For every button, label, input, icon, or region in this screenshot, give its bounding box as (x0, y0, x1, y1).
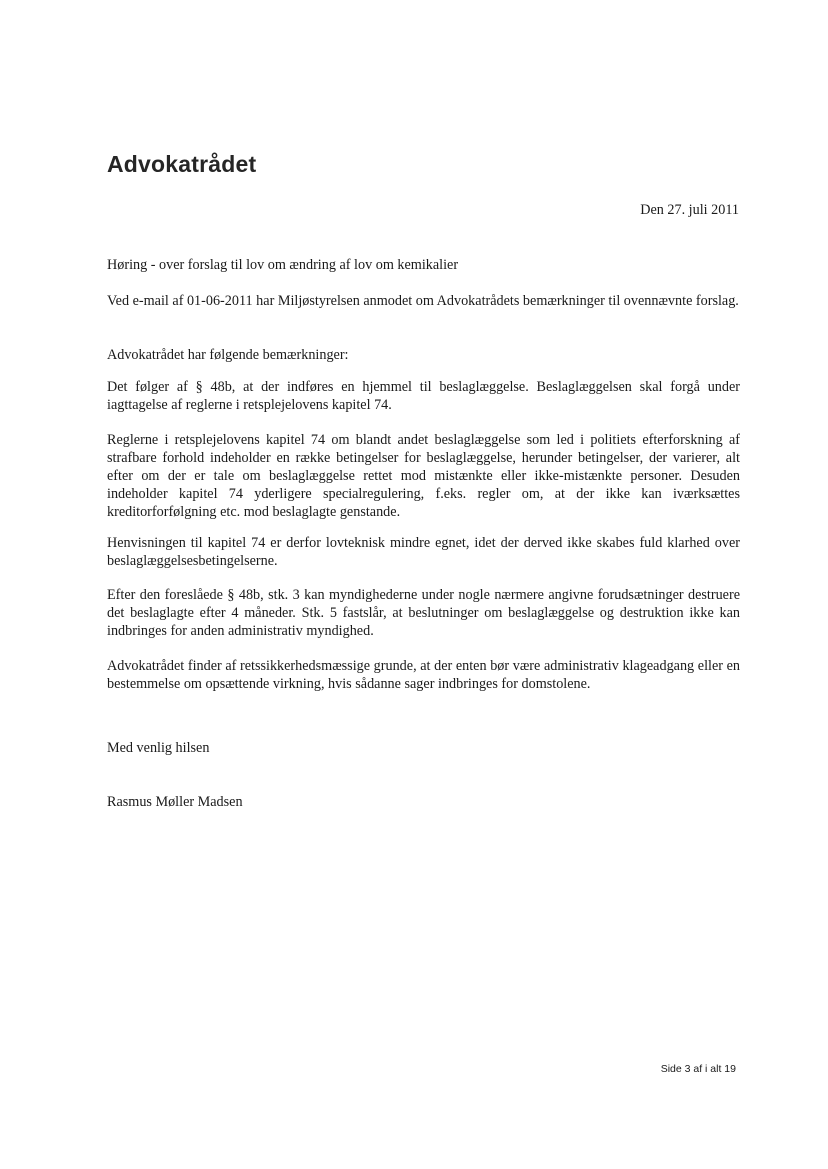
paragraph-legal-certainty: Advokatrådet finder af retssikkerhedsmæssige grunde, at der enten bør være administrativ klageadgang eller en bestemmelse om opsættende virkning, hvis sådanne sager indbringes for domstolene. (107, 658, 740, 692)
signatory-name: Rasmus Møller Madsen (107, 794, 243, 810)
paragraph-email-request: Ved e-mail af 01-06-2011 har Miljøstyrelsen anmodet om Advokatrådets bemærkninger til ovennævnte forslag. (107, 293, 739, 309)
paragraph-section-48b: Det følger af § 48b, at der indføres en hjemmel til beslaglæggelse. Beslaglæggelsen skal forgå under iagttagelse af reglerne i retsplejelovens kapitel 74. (107, 379, 740, 413)
paragraph-intro-remarks: Advokatrådet har følgende bemærkninger: (107, 347, 349, 363)
page-number-footer: Side 3 af i alt 19 (660, 1063, 736, 1075)
paragraph-destruction: Efter den foreslåede § 48b, stk. 3 kan myndighederne under nogle nærmere angivne forudsætninger destruere det beslaglagte efter 4 måneder. Stk. 5 fastslår, at beslutninger om beslaglæggelse og destruktion ikke kan indbringes for anden administrativ myndighed. (107, 587, 740, 639)
paragraph-reference-chapter-74: Henvisningen til kapitel 74 er derfor lovteknisk mindre egnet, idet der derved ikke skabes fuld klarhed over beslaglæggelsesbetingelserne. (107, 535, 740, 569)
letter-date: Den 27. juli 2011 (640, 202, 739, 218)
closing-greeting: Med venlig hilsen (107, 740, 210, 756)
organization-letterhead: Advokatrådet (107, 151, 257, 177)
paragraph-chapter-74-rules: Reglerne i retsplejelovens kapitel 74 om blandt andet beslaglæggelse som led i politiets efterforskning af strafbare forhold indeholder en række betingelser for beslaglæggelse, herunder betingelser, der varierer, alt efter om der er tale om beslaglæggelse rettet mod mistænkte eller ikke-mistænkte personer. Desuden indeholder kapitel 74 yderligere specialregulering, f.eks. regler om, at der ikke kan iværksættes kreditorforfølgning etc. mod beslaglagte genstande. (107, 432, 740, 520)
letter-subject: Høring - over forslag til lov om ændring af lov om kemikalier (107, 257, 459, 273)
